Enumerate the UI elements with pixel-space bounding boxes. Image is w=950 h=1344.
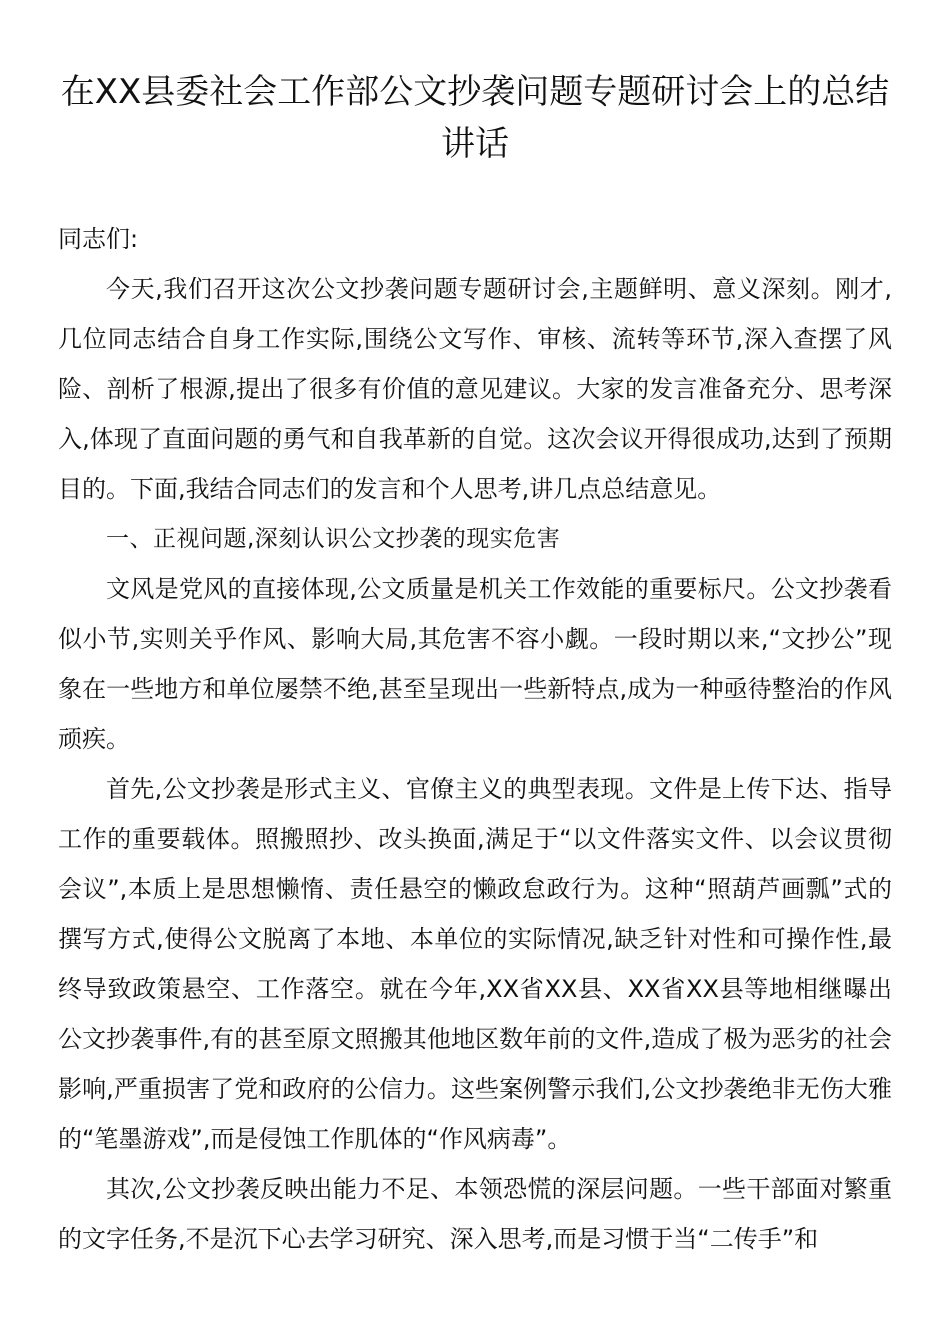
- paragraph-writing-style: 文风是党风的直接体现,公文质量是机关工作效能的重要标尺。公文抄袭看似小节,实则关乎作风、影响大局,其危害不容小觑。一段时期以来,“文抄公”现象在一些地方和单位屡禁不绝,甚至呈现出一些新特点,成为一种亟待整治的作风顽疾。: [58, 575, 892, 753]
- paragraph-first-point: 首先,公文抄袭是形式主义、官僚主义的典型表现。文件是上传下达、指导工作的重要载体。照搬照抄、改头换面,满足于“以文件落实文件、以会议贯彻会议”,本质上是思想懒惰、责任悬空的懒政怠政行为。这种“照葫芦画瓢”式的撰写方式,使得公文脱离了本地、本单位的实际情况,缺乏针对性和可操作性,最终导致政策悬空、工作落空。就在今年,XX省XX县、XX省XX县等地相继曝出公文抄袭事件,有的甚至原文照搬其他地区数年前的文件,造成了极为恶劣的社会影响,严重损害了党和政府的公信力。这些案例警示我们,公文抄袭绝非无伤大雅的“笔墨游戏”,而是侵蚀工作肌体的“作风病毒”。: [58, 775, 892, 1153]
- document-title: 在XX县委社会工作部公文抄袭问题专题研讨会上的总结讲话: [60, 72, 890, 164]
- greeting: 同志们:: [58, 225, 139, 253]
- paragraph-second-point: 其次,公文抄袭反映出能力不足、本领恐慌的深层问题。一些干部面对繁重的文字任务,不是沉下心去学习研究、深入思考,而是习惯于当“二传手”和: [58, 1175, 892, 1253]
- paragraph-opening: 今天,我们召开这次公文抄袭问题专题研讨会,主题鲜明、意义深刻。刚才,几位同志结合自身工作实际,围绕公文写作、审核、流转等环节,深入查摆了风险、剖析了根源,提出了很多有价值的意见建议。大家的发言准备充分、思考深入,体现了直面问题的勇气和自我革新的自觉。这次会议开得很成功,达到了预期目的。下面,我结合同志们的发言和个人思考,讲几点总结意见。: [58, 275, 892, 503]
- section-heading-1: 一、正视问题,深刻认识公文抄袭的现实危害: [106, 526, 561, 552]
